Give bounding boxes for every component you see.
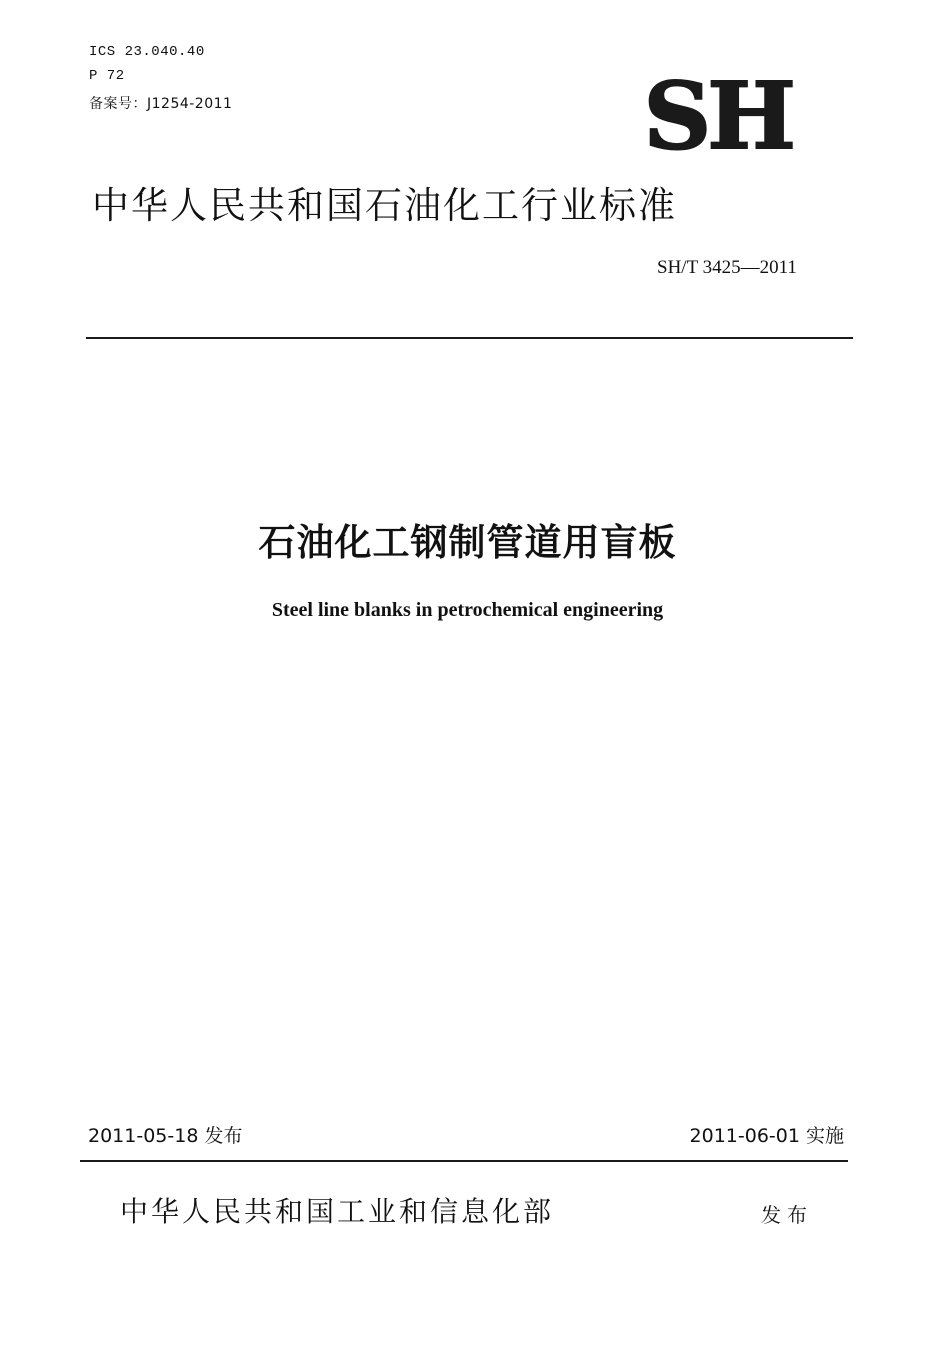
implementation-date: 2011-06-01 实施 (689, 1125, 844, 1147)
document-title-cn: 石油化工钢制管道用盲板 (258, 521, 677, 564)
issuing-authority: 中华人民共和国工业和信息化部 (120, 1195, 555, 1228)
industry-standard-title: 中华人民共和国石油化工行业标准 (92, 184, 677, 227)
sh-logo: SH (643, 62, 792, 170)
filing-number: 备案号：J1254-2011 (89, 96, 233, 112)
bottom-divider (80, 1160, 848, 1162)
issuing-action: 发布 (761, 1203, 813, 1227)
top-divider (86, 337, 853, 339)
document-title-en: Steel line blanks in petrochemical engineering (271, 599, 664, 621)
ics-code: ICS 23.040.40 (89, 44, 205, 60)
ccs-code: P 72 (89, 68, 125, 84)
issue-date: 2011-05-18 发布 (88, 1125, 243, 1147)
standard-number: SH/T 3425—2011 (657, 257, 797, 278)
